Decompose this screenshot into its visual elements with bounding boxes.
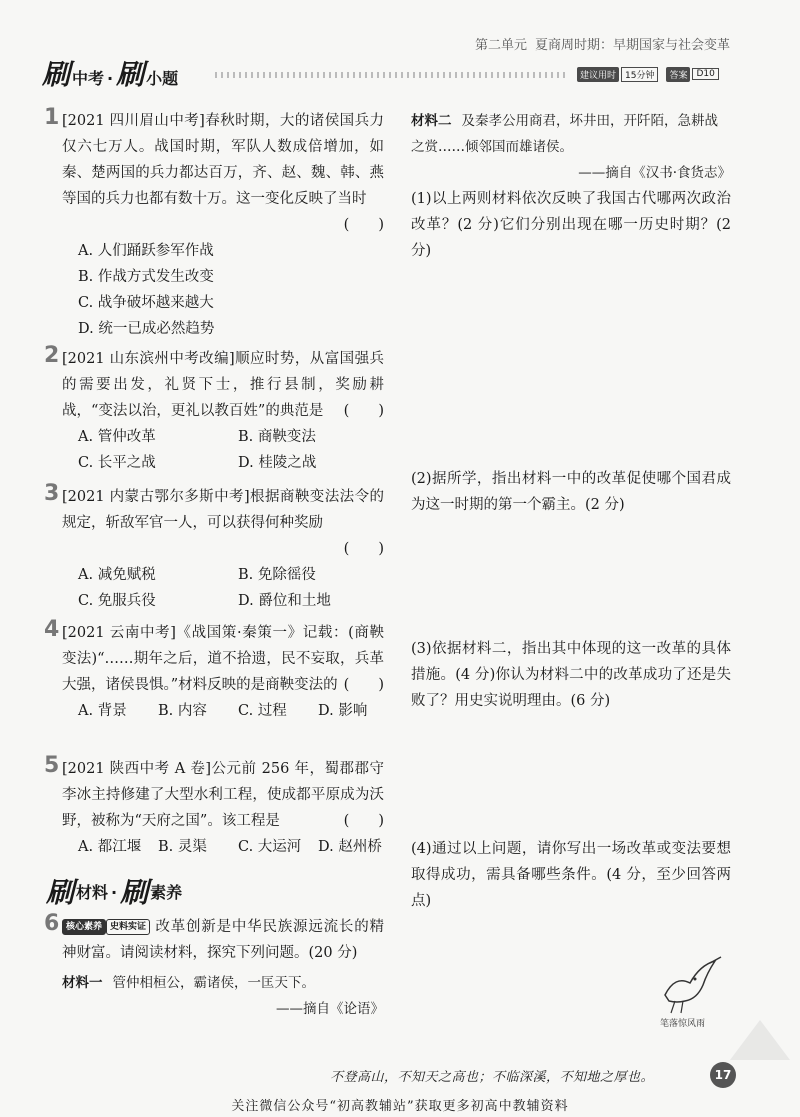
option-c: C. 大运河 <box>238 839 302 855</box>
option-a: A. 减免赋税 <box>78 567 156 583</box>
material-text: 及秦孝公用商君，坏井田，开阡陌，急耕战之赏……倾邻国而雄诸侯。 <box>411 113 718 155</box>
unit-header <box>430 34 730 54</box>
brand-dot: · <box>107 69 114 88</box>
unit-label: 第二单元 <box>474 38 527 53</box>
brand-word: 中考 <box>72 69 105 88</box>
brand-word: 素养 <box>150 883 183 902</box>
footer-notice: 关注微信公众号“初高教辅站”获取更多初高中教辅资料 <box>231 1099 569 1114</box>
material-1 <box>62 970 384 996</box>
question-number: 2 <box>44 343 60 368</box>
dashed-divider <box>215 72 565 78</box>
question-stem: [2021 云南中考]《战国策·秦策一》记载：(商鞅变法)“……期年之后，道不拾遗，民不妄取，兵革大强，诸侯畏惧。”材料反映的是商鞅变法的 <box>62 625 384 693</box>
option-a: A. 管仲改革 <box>78 429 156 445</box>
section-brand-2 <box>46 872 384 914</box>
option-b: B. 作战方式发生改变 <box>78 269 214 285</box>
question-6 <box>44 911 385 1022</box>
question-stem: [2021 四川眉山中考]春秋时期，大的诸侯国兵力仅六七万人。战国时期，军队人数成倍增加，如秦、楚两国的兵力都达百万，齐、赵、魏、韩、燕等国的兵力也都有数十万。这一变化反映了当时 <box>62 113 384 207</box>
material-source: ——摘自《论语》 <box>276 1001 384 1017</box>
timer-box <box>577 66 719 82</box>
sub-question-4: (4)通过以上问题，请你写出一场改革或变法要想取得成功，需具备哪些条件。(4 分，至少回答两点) <box>411 841 731 909</box>
option-b: B. 内容 <box>158 703 207 719</box>
answer-paren: ( ) <box>343 217 384 233</box>
option-row <box>62 834 384 860</box>
brand-dot: · <box>111 883 118 902</box>
unit-title: 夏商周时期：早期国家与社会变革 <box>534 38 730 53</box>
brand-word: 材料 <box>76 883 109 902</box>
question-number: 1 <box>44 105 60 130</box>
answer-paren: ( ) <box>343 403 384 419</box>
option-c: C. 免服兵役 <box>78 593 156 609</box>
motto: 不登高山，不知天之高也；不临深溪，不知地之厚也。 <box>330 1070 655 1085</box>
material-source: ——摘自《汉书·食货志》 <box>578 165 731 181</box>
question-2 <box>44 343 384 484</box>
section-brand-1 <box>42 56 178 90</box>
evidence-badge: 史料实证 <box>106 919 150 935</box>
mountain-decoration <box>730 1020 790 1060</box>
material-label: 材料二 <box>411 113 452 129</box>
option-row <box>62 588 384 614</box>
question-text: 改革创新是中华民族源远流长的精神财富。请阅读材料，探究下列问题。(20 分) <box>62 919 385 961</box>
brand-word: 小题 <box>146 69 179 88</box>
question-text: [2021 山东滨州中考改编]顺应时势，从富国强兵的需要出发，礼贤下士，推行县制，奖励耕战，“变法以治，更礼以教百姓”的典范是 <box>62 351 384 419</box>
answer-value: D10 <box>692 68 718 80</box>
bird-caption: 笔落惊风雨 <box>660 1019 706 1029</box>
brand-char: 刷 <box>120 876 149 909</box>
option-b: B. 灵渠 <box>158 839 207 855</box>
option-d: D. 赵州桥 <box>318 839 382 855</box>
question-stem: [2021 陕西中考 A 卷]公元前 256 年，蜀郡郡守李冰主持修建了大型水利工程，使成都平原成为沃野，被称为“天府之国”。该工程是 <box>62 761 384 829</box>
option-b: B. 免除徭役 <box>238 567 316 583</box>
option-row <box>62 450 384 476</box>
question-number: 5 <box>44 753 60 778</box>
right-column <box>411 108 731 936</box>
option-c: C. 长平之战 <box>78 455 156 471</box>
option-row <box>62 424 384 450</box>
question-4 <box>44 617 384 756</box>
core-literacy-badge: 核心素养 <box>62 919 106 935</box>
option-d: D. 爵位和土地 <box>238 593 331 609</box>
question-5 <box>44 753 384 872</box>
question-number: 6 <box>44 911 60 936</box>
brand-char: 刷 <box>42 58 71 91</box>
option-c: C. 过程 <box>238 703 287 719</box>
option-c: C. 战争破坏越来越大 <box>78 295 214 311</box>
option-a: A. 都江堰 <box>78 839 142 855</box>
answer-paren: ( ) <box>343 677 384 693</box>
option-a: A. 人们踊跃参军作战 <box>78 243 214 259</box>
left-column <box>44 105 385 1022</box>
timer-value: 15分钟 <box>621 67 658 82</box>
bird-illustration-icon <box>655 955 725 1019</box>
option-b: B. 商鞅变法 <box>238 429 316 445</box>
option-d: D. 桂陵之战 <box>238 455 317 471</box>
question-1 <box>44 105 384 346</box>
answer-label: 答案 <box>666 67 690 82</box>
sub-question-1: (1)以上两则材料依次反映了我国古代哪两次政治改革？(2 分)它们分别出现在哪一历史时期？(2 分) <box>411 191 731 259</box>
timer-label: 建议用时 <box>577 67 619 82</box>
option-d: D. 统一已成必然趋势 <box>78 321 215 337</box>
answer-paren: ( ) <box>343 813 384 829</box>
brand-char: 刷 <box>116 58 145 91</box>
question-stem <box>62 914 384 966</box>
material-text: 管仲相桓公，霸诸侯，一匡天下。 <box>112 975 315 991</box>
option-a: A. 背景 <box>78 703 127 719</box>
question-number: 3 <box>44 481 60 506</box>
option-row <box>62 562 384 588</box>
sub-question-3: (3)依据材料二，指出其中体现的这一改革的具体措施。(4 分)你认为材料二中的改革成功了还是失败了？用史实说明理由。(6 分) <box>411 641 731 709</box>
question-stem: [2021 内蒙古鄂尔多斯中考]根据商鞅变法法令的规定，斩敌军官一人，可以获得何种奖励 <box>62 489 384 531</box>
question-stem <box>62 346 384 424</box>
answer-paren: ( ) <box>343 541 384 557</box>
option-row <box>62 698 384 724</box>
material-label: 材料一 <box>62 975 103 991</box>
question-3 <box>44 481 384 620</box>
question-number: 4 <box>44 617 60 642</box>
sub-question-2: (2)据所学，指出材料一中的改革促使哪个国君成为这一时期的第一个霸主。(2 分) <box>411 471 731 513</box>
brand-char: 刷 <box>46 876 75 909</box>
option-d: D. 影响 <box>318 703 368 719</box>
material-2 <box>411 108 731 160</box>
page-number: 17 <box>710 1062 736 1088</box>
